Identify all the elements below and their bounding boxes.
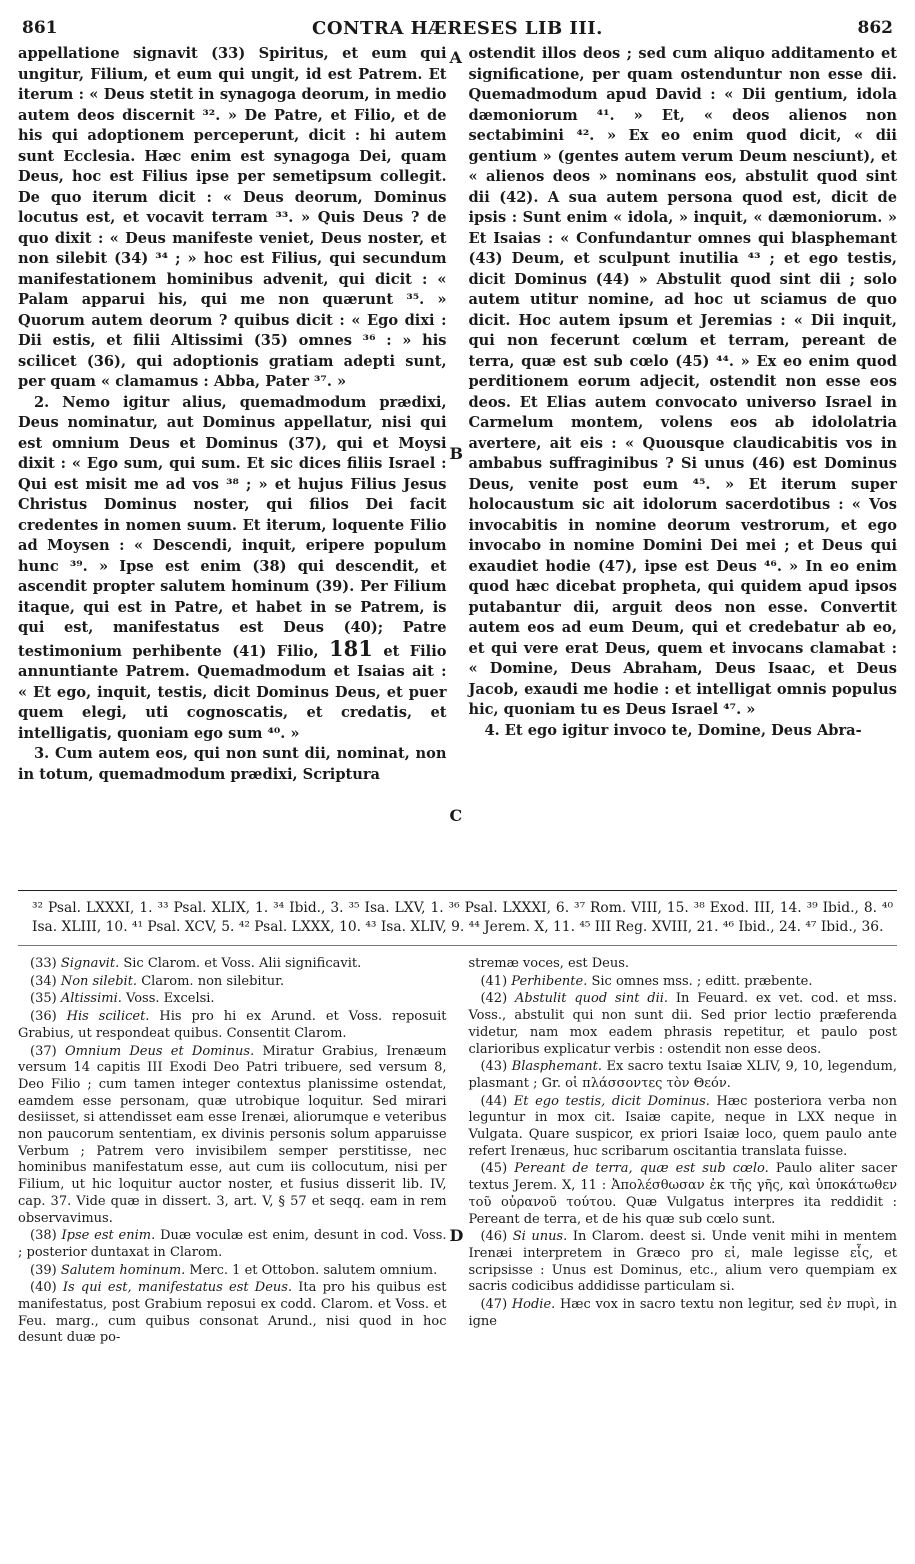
left-paragraph-1: appellatione signavit (33) Spiritus, et eum qui ungitur, Filium, et eum qui ungit, id est Patrem. Et iterum : « Deus stetit in synagoga deorum, in medio autem deos discernit ³². » De Patre, et Filio, et de his qui adoptionem perceperunt, dicit : hi autem sunt Ecclesia. Hæc enim est synagoga Dei, quam Deus, hoc est Filius ipse per semetipsum collegit. De quo iterum dicit : « Deus deorum, Dominus locutus est, et vocavit terram ³³. » Quis Deus ? de quo dixit : « Deus manifeste veniet, Deus noster, et non silebit (34) ³⁴ ; » hoc est Filius, qui secundum manifestationem hominibus advenit, qui dicit : « Palam apparui his, qui me non quærunt ³⁵. » Quorum autem deorum ? quibus dicit : « Ego dixi : Dii estis, et filii Altissimi (35) omnes ³⁶ : » his scilicet (36), qui adoptionis gratiam adepti sunt, per quam « clamamus : Abba, Pater ³⁷. » (18, 45, 447, 390)
footnote (468, 1229, 897, 1296)
footnote-number: (44) (480, 1093, 508, 1109)
main-text (18, 44, 897, 886)
margin-mark-a: A (449, 48, 462, 67)
running-title: CONTRA HÆRESES LIB III. (312, 18, 603, 39)
notes-gutter (447, 956, 469, 1348)
footnote-lemma: Abstulit quod sint dii. (514, 991, 669, 1007)
footnote-text: stremæ voces, est Deus. (468, 956, 630, 971)
footnote-lemma: Si unus. (512, 1229, 568, 1245)
footnote (18, 1044, 447, 1228)
footnote-lemma: Omnium Deus et Dominus. (64, 1043, 255, 1059)
footnote (468, 974, 897, 991)
footnote (468, 956, 897, 973)
margin-mark-b: B (449, 444, 464, 463)
footnote (18, 956, 447, 973)
footnote-text: Paulo aliter sacer textus Jerem. X, 11 : Ἀπολέσθωσαν ἐκ τῆς γῆς, καὶ ὑποκάτωθεν τοῦ οὐρανοῦ τούτου. Quæ Vulgatus interpres ita reddidit : Pereant de terra, et de his quæ sub cœlo sunt. (468, 1161, 897, 1227)
footnote-number: (47) (480, 1297, 508, 1313)
footnote-number: (39) (30, 1262, 57, 1278)
footnote-text: Sic Clarom. et Voss. Alii significavit. (123, 956, 362, 971)
footnote-text: Clarom. non silebitur. (141, 973, 285, 989)
footnote-text: Miratur Grabius, Irenæum versum 14 capitis III Exodi Deo Patri tribuere, sed versum 8, Deo Filio ; cum tamen integer contextus planissime ostendat, eamdem esse personam, quæ utrobique loquitur. Sed mirari desiisset, si attendisset eam esse Irenæi, aliorumque e veteribus non paucorum sententiam, ex divinis personis solum apparuisse Verbum ; Patrem vero invisibilem semper perstitisse, nec hominibus manifestatum esse, aut cum iis collocutum, nisi per Filium, ut hic loquitur auctor noster, et fusius disserit lib. IV, cap. 37. Vide quæ in dissert. 3, art. V, § 57 et seqq. eam in rem observavimus. (18, 1043, 447, 1226)
right-column (468, 44, 897, 886)
left-paragraph-2a: 2. Nemo igitur alius, quemadmodum prædixi, Deus nominatur, aut Dominus appellatur, nisi qui est omnium Deus et Dominus (37), qui et Moysi dixit : « Ego sum, qui sum. Et sic dices filiis Israel : Qui est misit me ad vos ³⁸ ; » et hujus Filius Jesus Christus Dominus noster, qui filios Dei facit credentes in nomen suum. Et iterum, loquente Filio ad Moysen : « Descendi, inquit, eripere populum hunc ³⁹. » Ipse est enim (38) qui descendit, et ascendit propter salutem hominum (39). Per Filium itaque, qui est in Patre, et habet in se Patrem, is qui est, manifestatus est Deus (40); Patre testimonium perhibente (41) Filio, (18, 393, 447, 660)
footnote-text: Duæ voculæ est enim, desunt in cod. Voss. ; posterior duntaxat in Clarom. (18, 1228, 447, 1260)
footnote-number: (43) (480, 1059, 508, 1075)
footnotes-left-column (18, 956, 447, 1348)
footnote (18, 974, 447, 991)
left-paragraph-3: 3. Cum autem eos, qui non sunt dii, nominat, non in totum, quemadmodum prædixi, Scriptura (18, 745, 447, 783)
footnote (468, 1059, 897, 1092)
footnote-number: (38) (30, 1228, 57, 1244)
footnote-text: Hæc posteriora verba non leguntur in mox cit. Isaiæ capite, neque in LXX neque in Vulgata. Quare suspicor, ex priori Isaiæ loco, quem paulo ante refert Irenæus, huc scribarum oscitantia translata fuisse. (468, 1093, 897, 1159)
footnote-lemma: Blasphemant. (511, 1059, 602, 1075)
margin-mark-c: C (449, 806, 463, 825)
margin-mark-d: D (449, 1226, 464, 1245)
left-column (18, 44, 447, 886)
footnote-lemma: Ipse est enim. (61, 1228, 156, 1244)
footnote (18, 1009, 447, 1042)
footnote-text: Ita pro his quibus est manifestatus, post Grabium reposui ex codd. Clarom. et Voss. et Feu. marg., cum quibus consonat Arund., nisi quod in hoc desunt duæ po- (18, 1280, 447, 1346)
footnote-number: (41) (480, 973, 508, 989)
footnote-number: (34) (30, 973, 57, 989)
footnote-lemma: Pereant de terra, quæ est sub cœlo. (514, 1161, 769, 1177)
left-paragraph-2b: et Filio annuntiante Patrem. Quemadmodum et Isaias ait : « Et ego, inquit, testis, dicit Dominus Deus, et puer quem elegi, uti cognoscatis, et credatis, et intelligatis, quoniam ego sum ⁴⁰. » (18, 642, 447, 742)
footnote (18, 1228, 447, 1261)
footnote-number: (33) (30, 956, 57, 971)
footnote-number: (36) (30, 1009, 57, 1025)
footnote-text: Voss. Excelsi. (126, 991, 215, 1007)
footnote-text: Merc. 1 et Ottobon. salutem omnium. (189, 1262, 438, 1278)
right-paragraph-2: 4. Et ego igitur invoco te, Domine, Deus Abra- (484, 721, 862, 739)
scripture-references: ³² Psal. LXXXI, 1. ³³ Psal. XLIX, 1. ³⁴ Ibid., 3. ³⁵ Isa. LXV, 1. ³⁶ Psal. LXXXI, 6. ³⁷ Rom. VIII, 15. ³⁸ Exod. III, 14. ³⁹ Ibid., 8. ⁴⁰ Isa. XLIII, 10. ⁴¹ Psal. XCV, 5. ⁴² Psal. LXXX, 10. ⁴³ Isa. XLIV, 9. ⁴⁴ Jerem. X, 11. ⁴⁵ III Reg. XVIII, 21. ⁴⁶ Ibid., 24. ⁴⁷ Ibid., 36. (18, 890, 897, 946)
footnote (18, 991, 447, 1008)
footnote-lemma: His scilicet. (66, 1009, 150, 1025)
footnote-number: (45) (480, 1161, 508, 1177)
footnote-text: Ex sacro textu Isaiæ XLIV, 9, 10, legendum, plasmant ; Gr. οἱ πλάσσοντες τὸν Θεόν. (468, 1059, 897, 1091)
footnote-lemma: Perhibente. (511, 973, 588, 989)
running-header (18, 14, 897, 44)
footnote-lemma: Is qui est, manifestatus est Deus. (62, 1280, 293, 1296)
margin-gutter (447, 44, 469, 886)
page-number-left: 861 (22, 18, 58, 38)
footnote-number: (42) (480, 991, 508, 1007)
column-number: 181 (329, 635, 373, 661)
footnote (468, 1297, 897, 1330)
footnote (18, 1280, 447, 1347)
footnote-text: Sic omnes mss. ; editt. præbente. (591, 973, 813, 989)
footnote-number: (40) (30, 1280, 57, 1296)
footnote (468, 991, 897, 1058)
footnote-lemma: Non silebit. (60, 973, 138, 989)
page-number-right: 862 (857, 18, 893, 38)
footnote-text: In Feuard. ex vet. cod. et mss. Voss., abstulit qui non sunt dii. Sed prior lectio præferenda videtur, nam mox eadem phrasis repetitur, et paulo post clarioribus explicatur verbis : ostendit non esse deos. (468, 991, 897, 1057)
footnote-number: (35) (30, 991, 57, 1007)
footnote-number: (37) (30, 1043, 57, 1059)
footnote-text: In Clarom. deest si. Unde venit mihi in mentem Irenæi interpretem in Græco pro εἰ, male legisse εἷς, et scripsisse : Unus est Dominus, etc., alium vero quempiam ex sacris codicibus addidisse particulam si. (468, 1229, 897, 1295)
footnote (468, 1161, 897, 1228)
footnote-text: Hæc vox in sacro textu non legitur, sed ἐν πυρὶ, in igne (468, 1297, 897, 1329)
right-paragraph-1: ostendit illos deos ; sed cum aliquo additamento et significatione, per quam ostenduntur non esse dii. Quemadmodum apud David : « Dii gentium, idola dæmoniorum ⁴¹. » Et, « deos alienos non sectabimini ⁴². » Ex eo enim quod dicit, « dii gentium » (gentes autem verum Deum nesciunt), et « alienos deos » nominans eos, abstulit quod sint dii (42). A sua autem persona quod est, dicit de ipsis : Sunt enim « idola, » inquit, « dæmoniorum. » Et Isaias : « Confundantur omnes qui blasphemant (43) Deum, et sculpunt inutilia ⁴³ ; et ego testis, dicit Dominus (44) » Abstulit quod sint dii ; solo autem utitur nomine, ad hoc ut sciamus de quo dicit. Hoc autem ipsum et Jeremias : « Dii inquit, qui non fecerunt cœlum et terram, pereant de terra, quæ est sub cœlo (45) ⁴⁴. » Ex eo enim quod perditionem eorum adjecit, ostendit non esse eos deos. Et Elias autem convocato universo Israel in Carmelum montem, volens eos ab idololatria avertere, ait eis : « Quousque claudicabitis vos in ambabus suffraginibus ? Si unus (46) est Dominus Deus, venite post eum ⁴⁵. » Et iterum super holocaustum sic ait idolorum sacerdotibus : « Vos invocabitis in nomine deorum vestrorum, et ego invocabo in nomine Domini Dei mei ; et Deus qui exaudiet hodie (47), ipse est Deus ⁴⁶. » In eo enim quod hæc dicebat propheta, qui quidem apud ipsos putabantur dii, arguit deos non esse. Convertit autem eos ad eum Deum, qui et credebatur ab eo, et qui vere erat Deus, quem et invocans clamabat : « Domine, Deus Abraham, Deus Isaac, et Deus Jacob, exaudi me hodie : et intelligat omnis populus hic, quoniam tu es Deus Israel ⁴⁷. » (468, 45, 897, 718)
footnote (468, 1094, 897, 1161)
footnote-lemma: Et ego testis, dicit Dominus. (513, 1093, 710, 1109)
footnotes (18, 956, 897, 1348)
footnote-lemma: Hodie. (511, 1297, 556, 1313)
footnote-text: His pro hi ex Arund. et Voss. reposuit Grabius, ut respondeat quibus. Consentit Clarom. (18, 1009, 447, 1041)
footnote (18, 1263, 447, 1280)
footnote-lemma: Salutem hominum. (60, 1262, 186, 1278)
footnote-lemma: Altissimi. (60, 991, 122, 1007)
footnote-number: (46) (480, 1229, 508, 1245)
footnotes-right-column (468, 956, 897, 1348)
left-paragraph-2 (18, 393, 447, 745)
footnote-lemma: Signavit. (60, 956, 120, 971)
